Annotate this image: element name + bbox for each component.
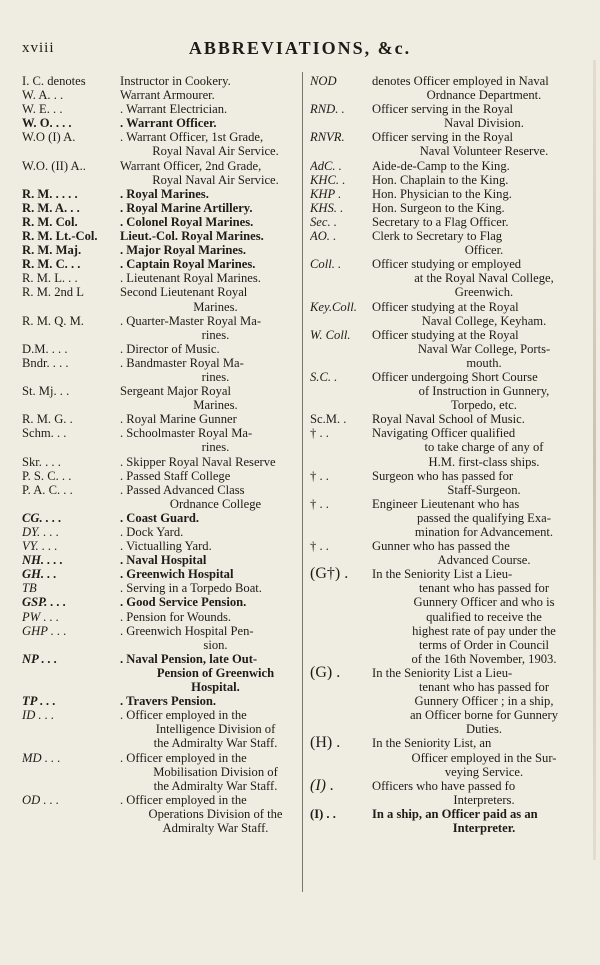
abbreviation-entry: [22, 469, 297, 483]
abbreviation-entry: [310, 412, 586, 426]
abbreviation-meaning: . Naval Pension, late Out-: [120, 651, 258, 666]
abbreviation-entry: [22, 567, 297, 581]
abbreviation-meaning: Warrant Officer, 2nd Grade,: [120, 158, 262, 173]
abbreviation-entry: [22, 652, 297, 666]
abbreviation-meaning: . Naval Hospital: [120, 553, 207, 568]
abbreviation-code: (G) .: [310, 665, 341, 681]
abbreviation-meaning: . Officer employed in the: [120, 792, 247, 807]
abbreviation-code: TB: [22, 581, 37, 596]
abbreviation-entry: [310, 567, 586, 581]
abbreviation-code: KHS. .: [310, 200, 344, 215]
abbreviation-entry-continued: [310, 455, 586, 469]
abbreviation-entry: [22, 694, 297, 708]
abbreviation-meaning: Advanced Course.: [437, 553, 531, 568]
abbreviation-code: Sc.M. .: [310, 412, 347, 427]
abbreviation-code: RND. .: [310, 102, 345, 117]
abbreviation-entry: [310, 300, 586, 314]
abbreviation-entry: [22, 356, 297, 370]
abbreviation-entry: [22, 102, 297, 116]
abbreviation-entry: [310, 229, 586, 243]
abbreviation-meaning: . Travers Pension.: [120, 694, 217, 709]
abbreviation-code: (G†) .: [310, 567, 349, 582]
abbreviation-code: RNVR.: [310, 130, 345, 145]
abbreviation-code: PW . . .: [22, 609, 60, 624]
abbreviation-meaning: an Officer borne for Gunnery: [409, 708, 559, 723]
abbreviation-entry-continued: [310, 314, 586, 328]
abbreviation-code: VY. . . .: [22, 539, 58, 554]
abbreviation-code: (H) .: [310, 736, 341, 751]
abbreviation-meaning: . Coast Guard.: [120, 510, 200, 525]
abbreviation-meaning: . Royal Marine Gunner: [120, 412, 237, 427]
abbreviation-entry: [310, 102, 586, 116]
abbreviation-meaning: . Lieutenant Royal Marines.: [120, 271, 261, 286]
abbreviation-entry: [22, 271, 297, 285]
abbreviation-code: W. A. . .: [22, 88, 64, 103]
abbreviation-entry-continued: [22, 173, 297, 187]
abbreviation-meaning: Engineer Lieutenant who has: [372, 496, 520, 511]
abbreviation-code: R. M. Lt.-Col.: [22, 229, 98, 244]
abbreviation-entry-continued: [310, 581, 586, 595]
abbreviation-meaning: In a ship, an Officer paid as an: [372, 806, 538, 821]
abbreviation-code: R. M. Maj.: [22, 243, 82, 258]
abbreviation-entry: [22, 201, 297, 215]
abbreviation-entry-continued: [310, 483, 586, 497]
abbreviation-meaning: In the Seniority List, an: [372, 736, 492, 751]
abbreviation-entry: [22, 525, 297, 539]
abbreviation-entry: [310, 539, 586, 553]
abbreviation-meaning: . Director of Music.: [120, 341, 220, 356]
abbreviation-meaning: . Greenwich Hospital: [120, 567, 234, 582]
page-edge-shadow: [593, 60, 596, 860]
abbreviation-entry: [22, 257, 297, 271]
abbreviation-entry-continued: [22, 398, 297, 412]
abbreviation-code: S.C. .: [310, 369, 338, 384]
abbreviation-meaning: . Colonel Royal Marines.: [120, 214, 254, 229]
abbreviation-code: R. M. A. . .: [22, 200, 80, 215]
abbreviation-meaning: mouth.: [466, 355, 502, 370]
abbreviation-entry-continued: [22, 300, 297, 314]
abbreviation-meaning: highest rate of pay under the: [412, 623, 556, 638]
abbreviation-code: ID . . .: [22, 708, 55, 723]
abbreviation-meaning: . Pension for Wounds.: [120, 609, 232, 624]
abbreviation-code: Skr. . . .: [22, 454, 61, 469]
abbreviation-code: † . .: [310, 496, 329, 511]
abbreviation-code: St. Mj. . .: [22, 384, 70, 399]
abbreviation-meaning: qualified to receive the: [426, 609, 542, 624]
abbreviation-entry-continued: [22, 666, 297, 680]
abbreviation-entry-continued: [22, 638, 297, 652]
abbreviation-entry-continued: [22, 497, 297, 511]
abbreviation-meaning: of the 16th November, 1903.: [411, 651, 557, 666]
abbreviation-meaning: . Major Royal Marines.: [120, 243, 247, 258]
abbreviation-code: W. Coll.: [310, 327, 351, 342]
abbreviation-entry-continued: [310, 694, 586, 708]
abbreviation-entry: [22, 74, 297, 88]
abbreviation-entry: [22, 426, 297, 440]
abbreviation-meaning: . Warrant Officer.: [120, 116, 217, 131]
abbreviation-meaning: Lieut.-Col. Royal Marines.: [120, 229, 264, 244]
abbreviation-meaning: Royal Naval Air Service.: [152, 144, 279, 159]
abbreviation-code: GHP . . .: [22, 623, 67, 638]
abbreviation-code: R. M. C. . .: [22, 257, 81, 272]
abbreviation-meaning: mination for Advancement.: [414, 525, 554, 539]
abbreviation-entry: [22, 215, 297, 229]
abbreviation-entry-continued: [310, 765, 586, 779]
abbreviation-code: W. E. . .: [22, 102, 63, 117]
abbreviation-code: Key.Coll.: [310, 299, 357, 314]
abbreviation-code: (I) . .: [310, 806, 336, 821]
abbreviation-entry: [22, 624, 297, 638]
abbreviation-meaning: Officer studying or employed: [372, 257, 522, 272]
page-header: [0, 40, 600, 64]
abbreviation-meaning: rines.: [201, 440, 230, 455]
abbreviation-entry-continued: [310, 88, 586, 102]
abbreviation-meaning: Sergeant Major Royal: [120, 384, 231, 399]
abbreviation-code: Sec. .: [310, 214, 337, 229]
abbreviation-entry-continued: [22, 821, 297, 835]
abbreviation-entry: [22, 553, 297, 567]
abbreviation-entry-continued: [310, 610, 586, 624]
abbreviation-entry-continued: [310, 553, 586, 567]
abbreviation-code: NP . . .: [22, 651, 58, 666]
abbreviation-meaning: Gunnery Officer and who is: [413, 595, 555, 610]
abbreviation-code: † . .: [310, 539, 329, 554]
right-column: [310, 74, 586, 835]
abbreviation-entry-continued: [310, 285, 586, 299]
abbreviation-meaning: In the Seniority List a Lieu-: [372, 665, 513, 680]
abbreviation-meaning: . Passed Advanced Class: [120, 482, 245, 497]
abbreviation-meaning: tenant who has passed for: [418, 680, 550, 695]
abbreviation-entry: [22, 412, 297, 426]
abbreviation-meaning: . Quarter-Master Royal Ma-: [120, 313, 262, 328]
abbreviation-entry-continued: [310, 144, 586, 158]
abbreviation-meaning: Ordnance Department.: [426, 88, 542, 103]
abbreviation-entry: [310, 736, 586, 750]
abbreviation-meaning: Intelligence Division of: [155, 722, 276, 737]
abbreviation-entry: [310, 370, 586, 384]
abbreviation-meaning: Interpreter.: [452, 820, 516, 835]
abbreviation-code: GSP. . . .: [22, 595, 67, 610]
abbreviation-meaning: . Serving in a Torpedo Boat.: [120, 581, 262, 596]
abbreviation-meaning: Marines.: [193, 299, 238, 314]
abbreviation-meaning: sion.: [203, 637, 228, 652]
abbreviation-code: NOD: [310, 74, 337, 88]
abbreviation-code: MD . . .: [22, 750, 61, 765]
abbreviation-entry: [22, 793, 297, 807]
abbreviation-meaning: Royal Naval School of Music.: [372, 412, 525, 427]
abbreviation-meaning: Navigating Officer qualified: [372, 426, 516, 441]
abbreviation-meaning: . Passed Staff College: [120, 468, 231, 483]
abbreviation-entry-continued: [310, 638, 586, 652]
abbreviation-meaning: Officers who have passed fo: [372, 778, 516, 793]
abbreviation-meaning: Interpreters.: [453, 792, 515, 807]
abbreviation-entry: [22, 88, 297, 102]
abbreviation-meaning: Duties.: [465, 722, 503, 737]
abbreviation-entry: [22, 581, 297, 595]
abbreviation-entry-continued: [310, 652, 586, 666]
abbreviation-meaning: denotes Officer employed in Naval: [372, 74, 549, 88]
abbreviation-meaning: rines.: [201, 369, 230, 384]
abbreviation-code: R. M. Q. M.: [22, 313, 84, 328]
abbreviation-entry: [310, 469, 586, 483]
abbreviation-entry-continued: [22, 440, 297, 454]
abbreviation-meaning: the Admiralty War Staff.: [153, 778, 278, 793]
abbreviation-meaning: Officer studying at the Royal: [372, 327, 519, 342]
abbreviation-code: P. A. C. . .: [22, 482, 73, 497]
abbreviation-entry-continued: [22, 328, 297, 342]
abbreviation-code: R. M. 2nd L: [22, 285, 84, 300]
abbreviation-code: † . .: [310, 468, 329, 483]
abbreviation-entry-continued: [310, 398, 586, 412]
abbreviation-meaning: . Warrant Officer, 1st Grade,: [120, 130, 264, 145]
abbreviation-meaning: . Captain Royal Marines.: [120, 257, 256, 272]
abbreviation-entry: [310, 215, 586, 229]
abbreviation-meaning: Torpedo, etc.: [451, 398, 517, 413]
abbreviation-entry-continued: [22, 779, 297, 793]
abbreviation-entry: [22, 159, 297, 173]
abbreviation-meaning: Hon. Chaplain to the King.: [372, 172, 509, 187]
abbreviation-code: W.O. (II) A..: [22, 158, 86, 173]
abbreviation-meaning: Naval War College, Ports-: [417, 341, 551, 356]
abbreviation-code: R. M. G. .: [22, 412, 73, 427]
abbreviation-entry-continued: [310, 680, 586, 694]
abbreviation-meaning: Officer undergoing Short Course: [372, 369, 538, 384]
abbreviation-code: P. S. C. . .: [22, 468, 72, 483]
abbreviation-code: AO. .: [310, 229, 337, 244]
abbreviation-meaning: Staff-Surgeon.: [447, 482, 521, 497]
abbreviation-code: CG. . . .: [22, 510, 62, 525]
abbreviation-meaning: the Admiralty War Staff.: [153, 736, 278, 751]
abbreviation-entry: [22, 243, 297, 257]
abbreviation-meaning: Royal Naval Air Service.: [152, 172, 279, 187]
column-divider: [302, 72, 303, 892]
abbreviation-meaning: Naval Division.: [444, 116, 524, 131]
abbreviation-entry: [310, 666, 586, 680]
abbreviation-meaning: Second Lieutenant Royal: [120, 285, 248, 300]
abbreviation-meaning: Aide-de-Camp to the King.: [372, 158, 510, 173]
abbreviation-entry: [22, 539, 297, 553]
abbreviation-entry-continued: [310, 821, 586, 835]
abbreviation-meaning: . Skipper Royal Naval Reserve: [120, 454, 276, 469]
abbreviation-entry: [310, 779, 586, 793]
abbreviation-meaning: . Bandmaster Royal Ma-: [120, 355, 244, 370]
abbreviation-meaning: to take charge of any of: [424, 440, 544, 455]
abbreviation-entry: [22, 314, 297, 328]
abbreviation-meaning: Instructor in Cookery.: [120, 74, 231, 88]
abbreviation-meaning: . Greenwich Hospital Pen-: [120, 623, 254, 638]
abbreviation-code: AdC. .: [310, 158, 342, 173]
abbreviation-code: D.M. . . .: [22, 341, 68, 356]
abbreviation-entry-continued: [22, 736, 297, 750]
abbreviation-entry-continued: [310, 243, 586, 257]
abbreviation-entry: [310, 130, 586, 144]
abbreviation-entry-continued: [22, 144, 297, 158]
abbreviation-meaning: veying Service.: [444, 764, 524, 779]
abbreviation-code: TP . . .: [22, 694, 56, 709]
abbreviation-entry-continued: [310, 624, 586, 638]
abbreviation-entry: [22, 187, 297, 201]
abbreviation-code: Coll. .: [310, 257, 342, 272]
abbreviation-code: I. C. denotes: [22, 74, 86, 88]
abbreviation-meaning: . Officer employed in the: [120, 750, 247, 765]
abbreviation-code: KHC. .: [310, 172, 346, 187]
abbreviation-meaning: . Schoolmaster Royal Ma-: [120, 426, 253, 441]
abbreviation-meaning: Naval College, Keyham.: [421, 313, 547, 328]
abbreviation-meaning: Secretary to a Flag Officer.: [372, 214, 509, 229]
abbreviation-meaning: Hon. Surgeon to the King.: [372, 200, 505, 215]
abbreviation-code: R. M. Col.: [22, 214, 78, 229]
abbreviation-meaning: . Good Service Pension.: [120, 595, 247, 610]
abbreviation-entry: [22, 708, 297, 722]
abbreviation-meaning: Mobilisation Division of: [153, 764, 278, 779]
abbreviation-entry: [22, 229, 297, 243]
abbreviation-meaning: rines.: [201, 327, 230, 342]
abbreviation-entry-continued: [22, 722, 297, 736]
abbreviation-meaning: . Warrant Electrician.: [120, 102, 228, 117]
abbreviation-meaning: Ordnance College: [169, 496, 262, 511]
abbreviation-entry: [22, 751, 297, 765]
abbreviation-meaning: Officer serving in the Royal: [372, 130, 514, 145]
abbreviation-entry: [22, 511, 297, 525]
abbreviation-code: W.O (I) A.: [22, 130, 76, 145]
abbreviation-entry-continued: [310, 440, 586, 454]
abbreviation-entry-continued: [310, 511, 586, 525]
abbreviation-entry-continued: [22, 370, 297, 384]
abbreviation-meaning: Gunner who has passed the: [372, 539, 510, 554]
abbreviation-meaning: of Instruction in Gunnery,: [418, 384, 550, 399]
abbreviation-code: NH. . . .: [22, 553, 63, 568]
abbreviation-meaning: Officer serving in the Royal: [372, 102, 514, 117]
abbreviation-entry-continued: [22, 807, 297, 821]
abbreviation-meaning: Marines.: [193, 398, 238, 413]
abbreviation-entry: [22, 384, 297, 398]
abbreviation-entry: [310, 257, 586, 271]
abbreviation-code: Bndr. . . .: [22, 355, 69, 370]
abbreviation-entry: [22, 285, 297, 299]
abbreviation-meaning: Clerk to Secretary to Flag: [372, 229, 503, 244]
abbreviation-meaning: Officer employed in the Sur-: [411, 750, 557, 765]
abbreviation-entry: [310, 74, 586, 88]
abbreviation-meaning: passed the qualifying Exa-: [417, 510, 551, 525]
abbreviation-code: DY. . . .: [22, 525, 59, 539]
abbreviation-entry: [310, 807, 586, 821]
abbreviation-code: GH. . .: [22, 567, 57, 582]
abbreviation-meaning: Naval Volunteer Reserve.: [419, 144, 549, 159]
abbreviation-entry: [22, 342, 297, 356]
abbreviation-code: R. M. L. . .: [22, 271, 78, 286]
abbreviation-code: OD . . .: [22, 792, 60, 807]
abbreviation-meaning: terms of Order in Council: [418, 637, 550, 652]
abbreviation-entry-continued: [22, 765, 297, 779]
abbreviation-entry-continued: [310, 595, 586, 609]
abbreviation-code: KHP .: [310, 186, 342, 201]
left-column: [22, 74, 297, 835]
abbreviation-meaning: . Dock Yard.: [120, 525, 184, 539]
abbreviation-meaning: Officer studying at the Royal: [372, 299, 519, 314]
abbreviation-entry: [22, 116, 297, 130]
abbreviation-entry-continued: [22, 680, 297, 694]
abbreviation-entry: [310, 201, 586, 215]
abbreviation-meaning: tenant who has passed for: [418, 581, 550, 596]
abbreviation-entry: [310, 426, 586, 440]
abbreviation-entry: [22, 595, 297, 609]
abbreviation-meaning: Pension of Greenwich: [156, 665, 275, 680]
abbreviation-meaning: Greenwich.: [454, 285, 514, 300]
abbreviation-entry: [22, 455, 297, 469]
abbreviation-entry: [22, 483, 297, 497]
abbreviation-meaning: Hospital.: [191, 680, 240, 695]
abbreviation-meaning: . Royal Marines.: [120, 186, 209, 201]
abbreviation-entry: [310, 173, 586, 187]
abbreviation-entry-continued: [310, 342, 586, 356]
abbreviation-entry-continued: [310, 722, 586, 736]
abbreviation-code: R. M. . . . .: [22, 186, 78, 201]
abbreviation-code: W. O. . . .: [22, 116, 72, 131]
abbreviation-meaning: . Officer employed in the: [120, 708, 247, 723]
abbreviation-entry: [310, 187, 586, 201]
abbreviation-entry-continued: [310, 525, 586, 539]
abbreviation-entry: [310, 159, 586, 173]
abbreviation-meaning: at the Royal Naval College,: [414, 271, 554, 286]
abbreviation-code: Schm. . .: [22, 426, 67, 441]
abbreviation-entry: [22, 610, 297, 624]
abbreviation-entry: [22, 130, 297, 144]
abbreviation-meaning: . Victualling Yard.: [120, 539, 212, 554]
abbreviation-entry: [310, 497, 586, 511]
abbreviation-entry-continued: [310, 356, 586, 370]
abbreviation-meaning: Admiralty War Staff.: [162, 820, 269, 835]
abbreviation-meaning: Officer.: [464, 243, 504, 258]
abbreviation-entry: [310, 328, 586, 342]
abbreviation-meaning: In the Seniority List a Lieu-: [372, 567, 513, 582]
abbreviation-code: † . .: [310, 426, 329, 441]
abbreviation-entry-continued: [310, 271, 586, 285]
abbreviation-entry-continued: [310, 793, 586, 807]
abbreviation-meaning: . Royal Marine Artillery.: [120, 200, 253, 215]
page-title: ABBREVIATIONS, &c.: [188, 38, 412, 58]
page-number: xviii: [22, 40, 55, 56]
abbreviation-entry-continued: [310, 384, 586, 398]
abbreviation-meaning: Warrant Armourer.: [120, 88, 215, 103]
abbreviation-code: (I) .: [310, 778, 334, 793]
abbreviation-entry-continued: [310, 708, 586, 722]
abbreviation-entry-continued: [310, 751, 586, 765]
abbreviation-meaning: H.M. first-class ships.: [428, 454, 540, 469]
abbreviation-meaning: Operations Division of the: [148, 806, 283, 821]
abbreviation-meaning: Gunnery Officer ; in a ship,: [414, 694, 554, 709]
abbreviation-meaning: Surgeon who has passed for: [372, 468, 514, 483]
abbreviation-entry-continued: [310, 116, 586, 130]
abbreviation-meaning: Hon. Physician to the King.: [372, 186, 512, 201]
